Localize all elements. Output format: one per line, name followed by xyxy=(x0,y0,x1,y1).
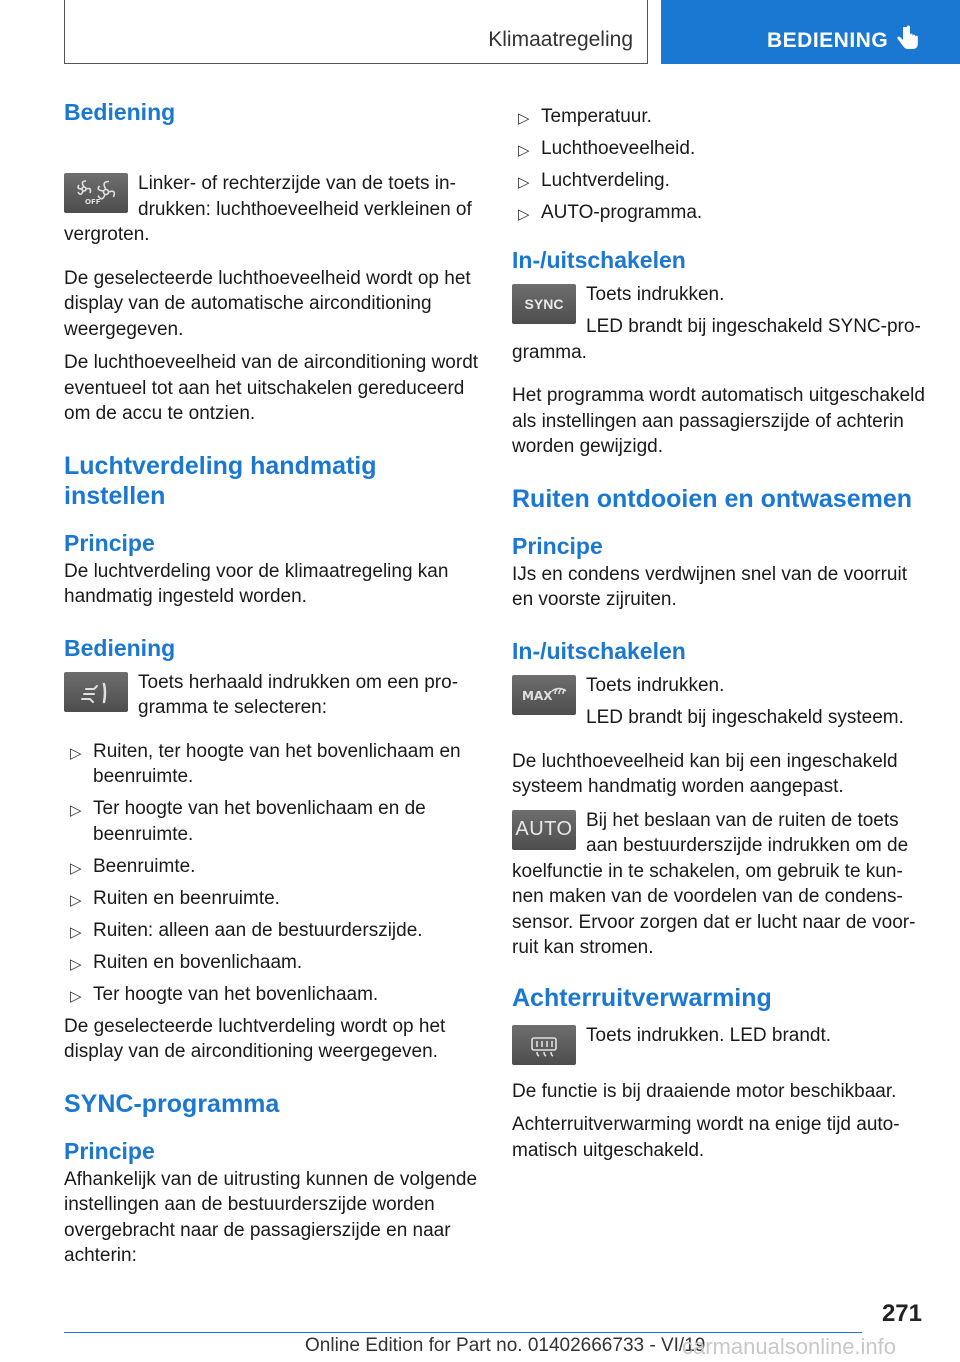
triangle-bullet-icon: ▷ xyxy=(70,955,82,973)
list-item: ▷ Ruiten: alleen aan de bestuurderszijde. xyxy=(64,918,480,944)
rear-window-heating-icon xyxy=(512,1025,576,1065)
list-item: ▷ Ter hoogte van het bovenlichaam en de beenruimte. xyxy=(70,798,426,845)
triangle-bullet-icon: ▷ xyxy=(70,802,82,819)
rear-heating-auto-off-text: Achterruitverwarming wordt na enige tijd automatisch uitgeschakeld. xyxy=(512,1114,900,1161)
section-title: BEDIENING xyxy=(767,29,889,52)
rear-heating-button-block xyxy=(512,1023,926,1069)
left-column xyxy=(64,98,480,1277)
heading-principe-1: Principe xyxy=(64,529,155,556)
air-distribution-button-block xyxy=(64,670,480,729)
distribution-display-text: De geselecteerde luchtverdeling wordt op het display van de airconditioning weergegeven. xyxy=(64,1015,446,1062)
heading-principe-2: Principe xyxy=(64,1137,155,1164)
auto-button-block xyxy=(512,808,926,969)
rear-heating-toets-text: Toets indrukken. LED brandt. xyxy=(586,1024,832,1046)
triangle-bullet-icon: ▷ xyxy=(70,987,82,1005)
principe-3-text: IJs en condens verdwijnen snel van de voorruit en voorste zijruiten. xyxy=(512,563,908,610)
svg-text:MAX: MAX xyxy=(522,688,553,703)
auto-button-icon: AUTO xyxy=(512,810,576,850)
heading-inuitschakelen-2: In-/uitschakelen xyxy=(512,637,686,664)
list-item: ▷ Temperatuur. xyxy=(512,104,926,130)
watermark-text: carmanualsonline.info xyxy=(682,1334,897,1359)
heading-sync: SYNC-programma xyxy=(64,1089,280,1118)
triangle-bullet-icon: ▷ xyxy=(70,744,82,762)
air-distribution-icon xyxy=(64,672,128,712)
footer-divider xyxy=(64,1332,862,1333)
sync-button-icon: SYNC xyxy=(512,284,576,324)
triangle-bullet-icon: ▷ xyxy=(518,174,530,191)
max-toets-text: Toets indrukken. xyxy=(586,674,725,696)
heading-bediening: Bediening xyxy=(64,99,176,125)
list-item: ▷ Beenruimte. xyxy=(64,854,480,880)
list-item: ▷ AUTO-programma. xyxy=(512,200,926,226)
fan-reduce-text: De luchthoeveelheid van de airconditioning wordt eventueel tot aan het uitschakelen gereduceerd om de accu te ontzien. xyxy=(64,352,479,424)
max-luchthoeveelheid-text: De luchthoeveelheid kan bij een ingeschakeld systeem handmatig worden aangepast. xyxy=(512,750,898,797)
header-chapter-box xyxy=(64,0,648,64)
sync-auto-off-text: Het programma wordt automatisch uitgeschakeld als instellingen aan passagierszijde of achterin worden gewijzigd. xyxy=(512,385,925,457)
list-item: ▷ Ter hoogte van het bovenlichaam. xyxy=(64,982,480,1008)
principe-2-text: Afhankelijk van de uitrusting kunnen de volgende instellingen aan de bestuurderszijde worden overgebracht naar de passagierszijde en naar achterin: xyxy=(64,1168,478,1266)
heading-luchtverdeling: Luchtverdeling handmatig instellen xyxy=(64,451,377,510)
triangle-bullet-icon: ▷ xyxy=(70,923,82,941)
max-led-text: LED brandt bij ingeschakeld systeem. xyxy=(586,707,904,728)
triangle-bullet-icon: ▷ xyxy=(518,142,530,159)
list-item: ▷ Ruiten en bovenlichaam. xyxy=(64,950,480,976)
heading-achterruitverwarming: Achterruitverwarming xyxy=(512,983,772,1012)
list-item: ▷ Ruiten en beenruimte. xyxy=(64,886,480,912)
header-section-tab xyxy=(661,0,960,64)
air-distribution-instruction: Toets herhaald indrukken om een programma te selecteren: xyxy=(138,671,459,718)
triangle-bullet-icon: ▷ xyxy=(70,859,82,877)
air-distribution-list xyxy=(64,739,480,1008)
triangle-bullet-icon: ▷ xyxy=(70,891,82,909)
heading-bediening-2: Bediening xyxy=(64,634,176,661)
triangle-bullet-icon: ▷ xyxy=(518,110,530,127)
principe-1-text: De luchtverdeling voor de klimaatregeling kan handmatig ingesteld worden. xyxy=(64,560,449,607)
max-defrost-icon xyxy=(512,675,576,715)
chapter-title: Klimaatregeling xyxy=(488,28,633,51)
page-number: 271 xyxy=(881,1300,922,1327)
list-item: ▷ Ruiten, ter hoogte van het bovenlichaam en beenruimte. xyxy=(70,740,461,787)
edition-text: Online Edition for Part no. 01402666733 - VI/19 xyxy=(305,1335,706,1356)
fan-speed-icon xyxy=(64,173,128,213)
triangle-bullet-icon: ▷ xyxy=(518,206,530,223)
rear-heating-function-text: De functie is bij draaiende motor beschikbaar. xyxy=(512,1080,897,1102)
fan-display-text: De geselecteerde luchthoeveelheid wordt op het display van de automatische airconditioning weergegeven. xyxy=(64,267,471,340)
heading-inuitschakelen-1: In-/uitschakelen xyxy=(512,246,686,273)
sync-settings-list xyxy=(512,104,926,226)
hand-pointer-icon xyxy=(895,25,919,53)
list-item: ▷ Luchthoeveelheid. xyxy=(512,136,926,162)
auto-beslaan-text: Bij het beslaan van de ruiten de toets aan bestuurderszijde indrukken om de koelfunctie in te schakelen, om gebruik te kunnen maken van de voordelen van de condenssensor. Ervoor zorgen dat er lucht naar de voorruit kan stromen. xyxy=(512,809,916,958)
svg-text:OFF: OFF xyxy=(85,198,101,206)
heading-ruiten: Ruiten ontdooien en ontwasemen xyxy=(512,484,913,513)
sync-led-text: LED brandt bij ingeschakeld SYNC-programma. xyxy=(512,316,921,363)
sync-button-block xyxy=(512,282,926,374)
fan-instruction: Linker- of rechterzijde van de toets indrukken: luchthoeveelheid verkleinen of vergroten. xyxy=(64,173,472,245)
right-column xyxy=(512,104,926,1171)
list-item: ▷ Luchtverdeling. xyxy=(512,168,926,194)
max-defrost-button-block xyxy=(512,673,926,739)
fan-button-block xyxy=(64,171,480,256)
sync-toets-text: Toets indrukken. xyxy=(586,283,725,305)
heading-principe-3: Principe xyxy=(512,532,603,559)
